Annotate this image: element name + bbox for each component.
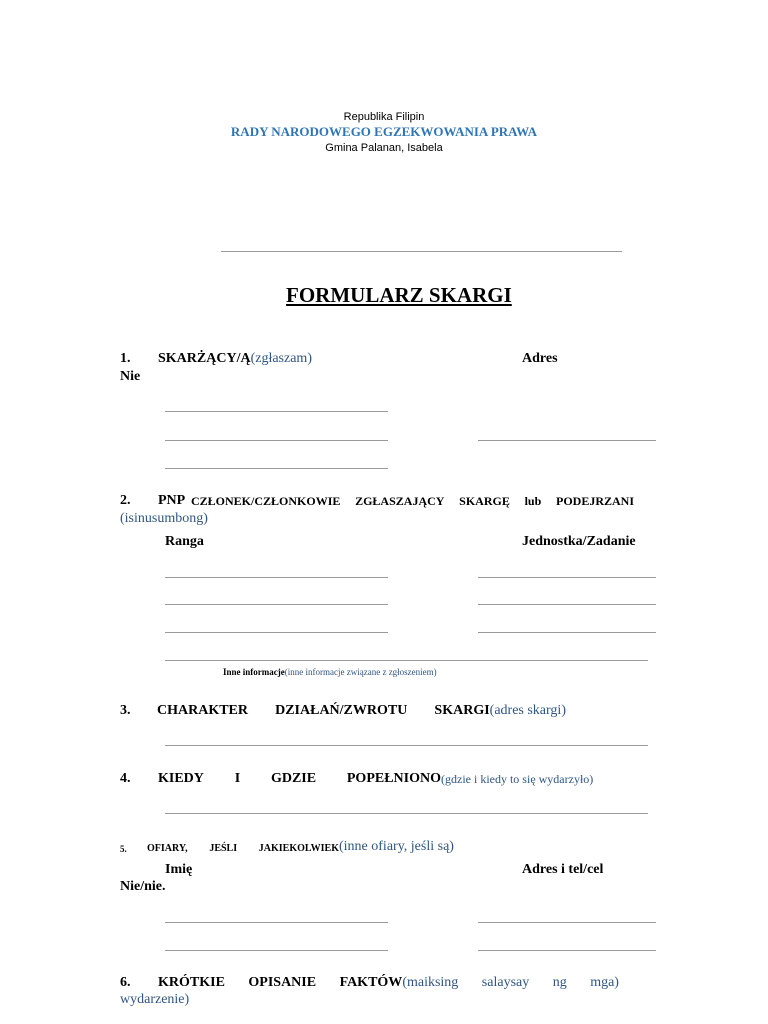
complainant-address-line[interactable] [478,440,656,441]
section5-hint: (inne ofiary, jeśli są) [339,839,454,854]
other-info-line[interactable] [165,660,648,661]
complainant-name-line-3[interactable] [165,468,388,469]
rank-line-1[interactable] [165,577,388,578]
section2-number: 2. [120,493,131,508]
section5-label: OFIARY, JEŚLI JAKIEKOLWIEK [147,843,339,854]
section2-pnp: PNP [158,493,186,508]
section6-label: KRÓTKIE OPISANIE FAKTÓW(maiksing salaysay ng mga) [158,975,619,990]
section2-label: CZŁONEK/CZŁONKOWIE ZGŁASZAJĄCY SKARGĘ lub PODEJRZANI [191,494,634,508]
section5-number: 5. [120,844,127,854]
section1-label: SKARŻĄCY/Ą(zgłaszam) [158,351,312,366]
section6-number: 6. [120,975,131,990]
section1-address-label: Adres [522,351,558,366]
section1-number: 1. [120,351,131,366]
victim-address-line-2[interactable] [478,950,656,951]
rank-line-3[interactable] [165,632,388,633]
section2-unit-label: Jednostka/Zadanie [522,534,636,549]
unit-line-2[interactable] [478,604,656,605]
section1-no-label: Nie [120,369,141,384]
unit-line-1[interactable] [478,577,656,578]
header-country: Republika Filipin [343,111,425,123]
page-title: FORMULARZ SKARGI [286,283,512,307]
victim-name-line-2[interactable] [165,950,388,951]
unit-line-3[interactable] [478,632,656,633]
nature-of-acts-line[interactable] [165,745,648,746]
rank-line-2[interactable] [165,604,388,605]
section3-number: 3. [120,703,131,718]
header-council: RADY NARODOWEGO EGZEKWOWANIA PRAWA [230,124,538,139]
complainant-name-line-1[interactable] [165,411,388,412]
section4-number: 4. [120,771,131,786]
section2-rank-label: Ranga [165,534,204,549]
victim-name-line-1[interactable] [165,922,388,923]
header-divider [221,251,622,252]
complainant-name-line-2[interactable] [165,440,388,441]
section3-label: CHARAKTER DZIAŁAŃ/ZWROTU SKARGI(adres skargi) [157,703,566,718]
section2-hint: (isinusumbong) [120,511,208,526]
section4-label: KIEDY I GDZIE POPEŁNIONO [158,771,441,786]
header-municipality: Gmina Palanan, Isabela [325,142,443,154]
section5-no-label: Nie/nie. [120,879,166,894]
other-info-label: Inne informacje(inne informacje związane z zgłoszeniem) [223,667,437,677]
victim-address-line-1[interactable] [478,922,656,923]
section5-name-label: Imię [165,862,193,877]
section5-address-label: Adres i tel/cel [522,862,604,877]
section6-hint-cont: wydarzenie) [120,992,190,1007]
when-where-line[interactable] [165,813,648,814]
section4-hint: (gdzie i kiedy to się wydarzyło) [441,772,594,786]
